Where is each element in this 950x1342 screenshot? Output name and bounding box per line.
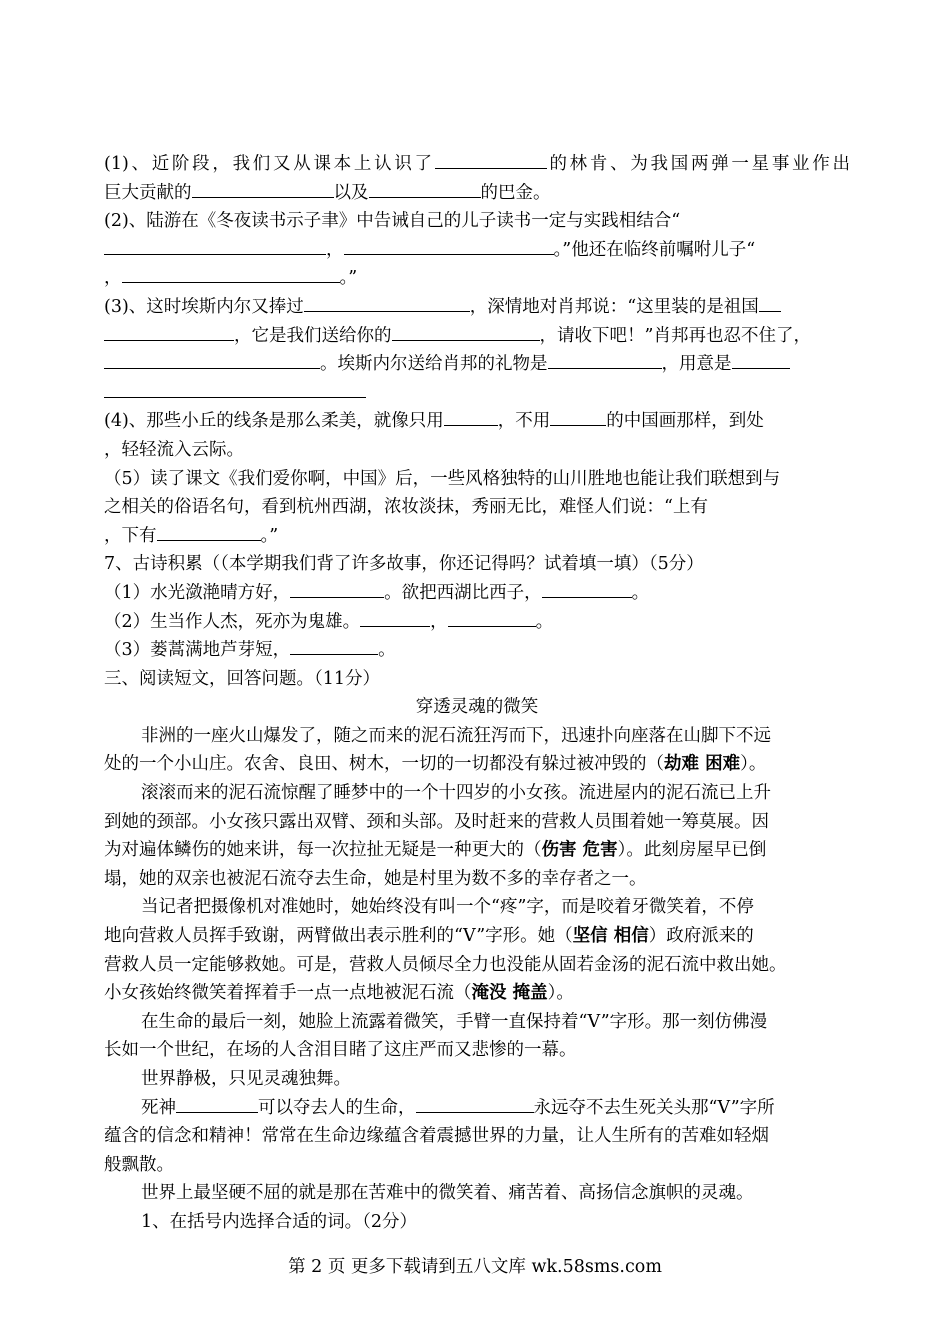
q7-title: 7、古诗积累（（本学期我们背了许多故事，你还记得吗？试着填一填）（5分） bbox=[104, 554, 704, 575]
q6-item2-line3: ， 。” bbox=[104, 264, 850, 293]
section3-heading: 三、阅读短文，回答问题。（11分） bbox=[104, 668, 381, 689]
blank bbox=[104, 351, 320, 369]
q6-item4-line2: ，轻轻流入云际。 bbox=[104, 439, 244, 460]
blank bbox=[304, 294, 470, 312]
word-choice: 伤害 危害 bbox=[541, 840, 618, 861]
passage-p5: 世界静极，只见灵魂独舞。 bbox=[141, 1069, 351, 1089]
blank bbox=[157, 523, 261, 541]
passage-p2-line2: 到她的颈部。小女孩只露出双臂、颈和头部。及时赶来的营救人员围着她一筹莫展。因 bbox=[104, 811, 769, 832]
blank bbox=[732, 351, 790, 369]
q7-line2: （2）生当作人杰，死亦为鬼雄。 ， 。 bbox=[104, 608, 850, 637]
blank bbox=[548, 351, 662, 369]
q6-item5-line1: （5）读了课文《我们爱你啊，中国》后，一些风格独特的山川胜地也能让我们联想到与 bbox=[104, 468, 781, 489]
q6-item2-line1: (2)、陆游在《冬夜读书示子聿》中告诫自己的儿子读书一定与实践相结合“ bbox=[104, 211, 681, 232]
passage-p3-line2: 地向营救人员挥手致谢，两臂做出表示胜利的“V”字形。她（坚信 相信）政府派来的 bbox=[104, 926, 754, 947]
q6-item2-line2: ， 。”他还在临终前嘱咐儿子“ bbox=[104, 236, 850, 265]
q6-item1-line2: 巨大贡献的 以及 的巴金。 bbox=[104, 179, 850, 208]
passage-p6-line2: 蕴含的信念和精神！常常在生命边缘蕴含着震撼世界的力量，让人生所有的苦难如轻烟 bbox=[104, 1126, 769, 1147]
q6-item4-line1: (4)、那些小丘的线条是那么柔美，就像只用 ，不用 的中国画那样，到处 bbox=[104, 407, 850, 436]
blank bbox=[369, 180, 481, 198]
blank bbox=[176, 1095, 258, 1113]
passage-p4-line1: 在生命的最后一刻，她脸上流露着微笑，手臂一直保持着“V”字形。那一刻仿佛漫 bbox=[141, 1011, 768, 1032]
q6-item1-line1: (1)、近阶段，我们又从课本上认识了 的林肯、为我国两弹一星事业作出 bbox=[104, 150, 850, 179]
word-choice: 坚信 相信 bbox=[572, 926, 649, 947]
blank bbox=[444, 408, 498, 426]
q6-item3-line2: ，它是我们送给你的 ，请收下吧！”肖邦再也忍不住了， bbox=[104, 322, 850, 351]
passage-p2-line1: 滚滚而来的泥石流惊醒了睡梦中的一个十四岁的小女孩。流进屋内的泥石流已上升 bbox=[141, 783, 771, 804]
passage-p2-line3: 为对遍体鳞伤的她来讲，每一次拉扯无疑是一种更大的（伤害 危害）。此刻房屋早已倒 bbox=[104, 840, 767, 861]
passage-p1-line1: 非洲的一座火山爆发了，随之而来的泥石流狂泻而下，迅速扑向座落在山脚下不远 bbox=[141, 725, 771, 746]
page-footer: 第 2 页 更多下载请到五八文库 wk.58sms.com bbox=[288, 1257, 662, 1277]
q6-item3-line1: (3)、这时埃斯内尔又捧过 ，深情地对肖邦说：“这里装的是祖国 bbox=[104, 293, 850, 322]
q7-line3: （3）蒌蒿满地芦芽短， 。 bbox=[104, 636, 850, 665]
blank bbox=[416, 1095, 534, 1113]
blank bbox=[192, 180, 334, 198]
blank bbox=[290, 637, 378, 655]
passage-p7: 世界上最坚硬不屈的就是那在苦难中的微笑着、痛苦着、高扬信念旗帜的灵魂。 bbox=[141, 1183, 754, 1204]
blank bbox=[104, 237, 326, 255]
worksheet-page bbox=[104, 150, 850, 1237]
blank bbox=[360, 609, 430, 627]
q6-item5-line3: ，下有 。” bbox=[104, 522, 850, 551]
blank bbox=[448, 609, 536, 627]
passage-p3-line3: 营救人员一定能够救她。可是，营救人员倾尽全力也没能从固若金汤的泥石流中救出她。 bbox=[104, 954, 787, 975]
blank bbox=[104, 323, 234, 341]
passage-p6-line3: 般飘散。 bbox=[104, 1154, 174, 1175]
blank bbox=[392, 323, 540, 341]
q6-item5-line2: 之相关的俗语名句，看到杭州西湖，浓妆淡抹，秀丽无比，难怪人们说：“上有 bbox=[104, 497, 708, 518]
blank bbox=[344, 237, 554, 255]
q6-item3-line3: 。埃斯内尔送给肖邦的礼物是 ，用意是 bbox=[104, 350, 850, 379]
blank bbox=[759, 294, 781, 312]
passage-p3-line4: 小女孩始终微笑着挥着手一点一点地被泥石流（淹没 掩盖）。 bbox=[104, 983, 574, 1004]
blank bbox=[550, 408, 606, 426]
blank bbox=[542, 580, 632, 598]
question-1: 1、在括号内选择合适的词。（2分） bbox=[141, 1211, 418, 1232]
q7-line1: （1）水光潋滟晴方好， 。欲把西湖比西子， 。 bbox=[104, 579, 850, 608]
q6-item3-line4 bbox=[104, 379, 850, 408]
blank bbox=[290, 580, 384, 598]
blank bbox=[122, 265, 340, 283]
word-choice: 淹没 掩盖 bbox=[471, 983, 548, 1004]
passage-p1-line2: 处的一个小山庄。农舍、良田、树木，一切的一切都没有躲过被冲毁的（劫难 困难）。 bbox=[104, 754, 767, 775]
passage-p6-line1: 死神 可以夺去人的生命， 永远夺不去生死关头那“V”字所 bbox=[104, 1094, 850, 1123]
passage-title: 穿透灵魂的微笑 bbox=[415, 697, 539, 718]
passage-p4-line2: 长如一个世纪，在场的人含泪目睹了这庄严而又悲惨的一幕。 bbox=[104, 1040, 577, 1061]
blank bbox=[104, 380, 366, 398]
passage-p3-line1: 当记者把摄像机对准她时，她始终没有叫一个“疼”字，而是咬着牙微笑着，不停 bbox=[141, 897, 754, 918]
word-choice: 劫难 困难 bbox=[664, 754, 741, 775]
blank bbox=[435, 151, 547, 169]
passage-p2-line4: 塌，她的双亲也被泥石流夺去生命，她是村里为数不多的幸存者之一。 bbox=[104, 868, 647, 889]
